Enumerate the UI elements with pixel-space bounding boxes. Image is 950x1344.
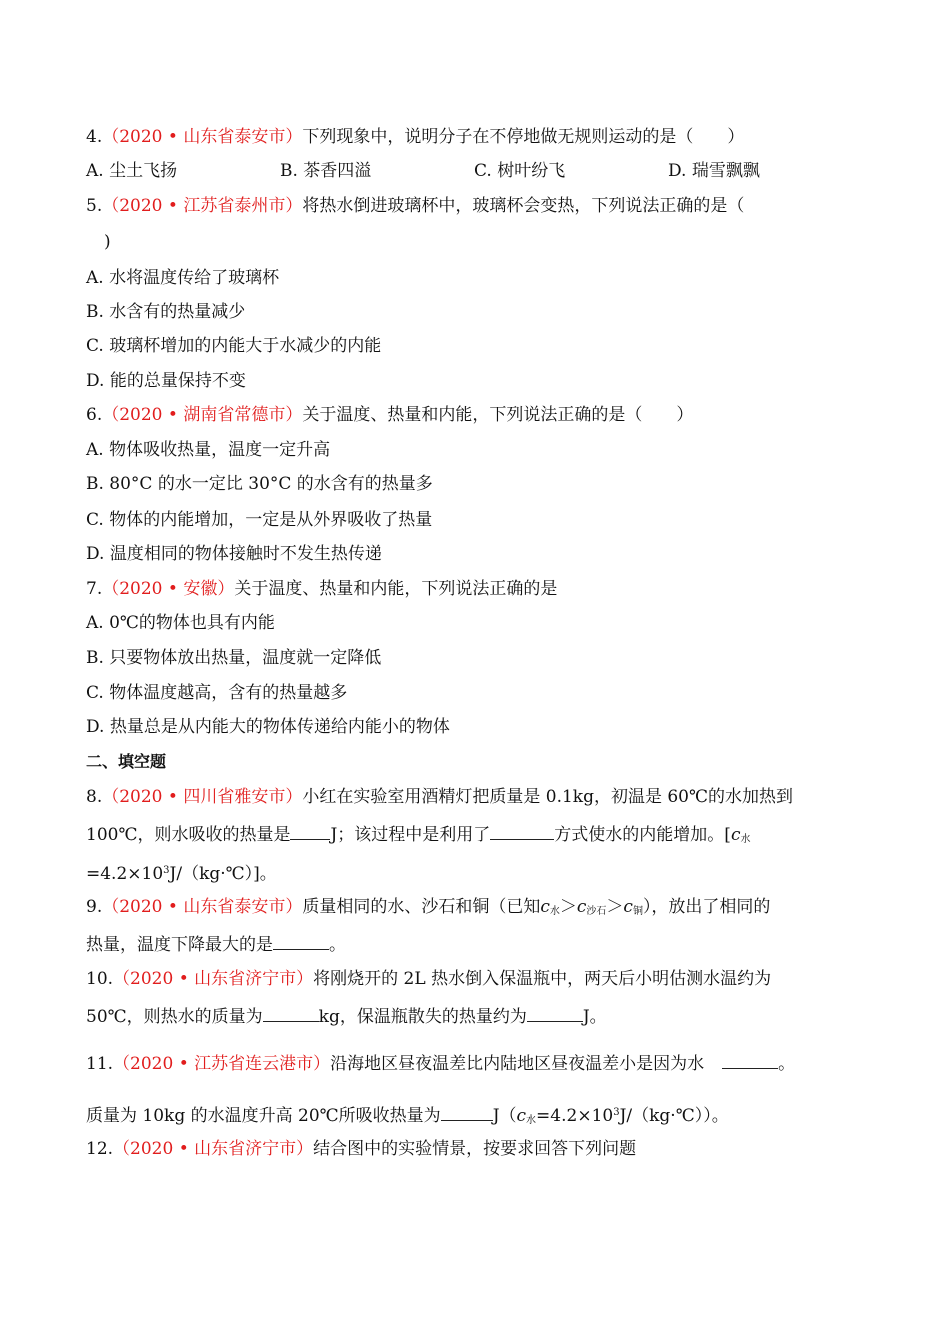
- q9-blank[interactable]: [273, 933, 329, 950]
- q10-text-2c: J。: [582, 1007, 607, 1027]
- q5-stem-line: [86, 195, 744, 217]
- q5-stem: 将热水倒进玻璃杯中，玻璃杯会变热，下列说法正确的是（: [302, 196, 745, 216]
- q8-text-2c: 方式使水的内能增加。[: [554, 825, 731, 845]
- q11-source: （2020 • 江苏省连云港市）: [113, 1054, 331, 1074]
- q4-option-b: B. 茶香四溢: [280, 161, 372, 181]
- q7-number: 7.: [86, 579, 103, 599]
- q8-c-symbol: c: [730, 825, 741, 845]
- q9-gt-2: ＞: [606, 897, 624, 917]
- q8-blank-heat[interactable]: [290, 823, 330, 840]
- q8-blank-method[interactable]: [490, 823, 554, 840]
- q11-line-1: [86, 1052, 795, 1075]
- q10-number: 10.: [86, 969, 114, 989]
- q9-sub-copper: 铜: [632, 906, 643, 917]
- q6-option-a: A. 物体吸收热量，温度一定升高: [86, 440, 331, 460]
- q10-text-2b: kg，保温瓶散失的热量约为: [318, 1007, 527, 1027]
- q11-text-2a: 质量为 10kg 的水温度升高 20℃所吸收热量为: [86, 1106, 441, 1126]
- q10-blank-heat[interactable]: [527, 1005, 583, 1022]
- q8-text-2a: 100℃，则水吸收的热量是: [86, 825, 291, 845]
- q11-blank-heat[interactable]: [441, 1104, 493, 1121]
- q9-number: 9.: [86, 897, 103, 917]
- q9-source: （2020 • 山东省泰安市）: [102, 897, 303, 917]
- q4-stem: 下列现象中，说明分子在不停地做无规则运动的是（ ）: [302, 127, 745, 147]
- q8-source: （2020 • 四川省雅安市）: [102, 787, 303, 807]
- q11-exponent: 3: [613, 1107, 620, 1118]
- q9-text-1a: 质量相同的水、沙石和铜（已知: [302, 897, 541, 917]
- q9-c-symbol-2: c: [576, 897, 587, 917]
- q9-line-1: [86, 896, 770, 923]
- q12-number: 12.: [86, 1139, 114, 1159]
- q10-blank-mass[interactable]: [263, 1005, 319, 1022]
- q7-stem: 关于温度、热量和内能，下列说法正确的是: [234, 579, 558, 599]
- q8-text-3a: =4.2×10: [86, 864, 164, 884]
- q4-stem-line: [86, 126, 744, 148]
- q5-stem-cont: ): [104, 232, 111, 252]
- q7-option-c: C. 物体温度越高，含有的热量越多: [86, 683, 348, 703]
- q11-text-1a: 沿海地区昼夜温差比内陆地区昼夜温差小是因为水: [330, 1054, 705, 1074]
- q12-source: （2020 • 山东省济宁市）: [113, 1139, 314, 1159]
- q8-line-3: [86, 860, 277, 885]
- q4-source: （2020 • 山东省泰安市）: [102, 127, 303, 147]
- section-heading-fill-in: 二、填空题: [86, 752, 167, 771]
- q5-option-d: D. 能的总量保持不变: [86, 371, 246, 391]
- q4-option-a: A. 尘土飞扬: [86, 161, 178, 181]
- q11-number: 11.: [86, 1054, 114, 1074]
- q7-option-b: B. 只要物体放出热量，温度就一定降低: [86, 648, 382, 668]
- q11-text-2d: J/（kg·℃））。: [619, 1106, 729, 1126]
- q7-option-a: A. 0℃的物体也具有内能: [86, 613, 275, 633]
- q4-option-c: C. 树叶纷飞: [474, 161, 566, 181]
- q11-text-2b: J（: [492, 1106, 517, 1126]
- q8-c-subscript: 水: [740, 834, 751, 845]
- q7-stem-line: [86, 578, 557, 600]
- q10-line-1: [86, 968, 771, 990]
- q11-text-1b: 。: [778, 1054, 796, 1074]
- q5-source: （2020 • 江苏省泰州市）: [102, 196, 303, 216]
- q12-stem-line: [86, 1138, 636, 1160]
- q5-option-b: B. 水含有的热量减少: [86, 302, 246, 322]
- q5-option-a: A. 水将温度传给了玻璃杯: [86, 268, 280, 288]
- q11-c-symbol: c: [516, 1106, 527, 1126]
- q6-stem: 关于温度、热量和内能，下列说法正确的是（ ）: [302, 405, 694, 425]
- q10-source: （2020 • 山东省济宁市）: [113, 969, 314, 989]
- q6-option-d: D. 温度相同的物体接触时不发生热传递: [86, 544, 382, 564]
- q11-c-subscript: 水: [526, 1115, 537, 1126]
- q8-text-2b: J；该过程中是利用了: [330, 825, 491, 845]
- q5-option-c: C. 玻璃杯增加的内能大于水减少的内能: [86, 336, 382, 356]
- q7-source: （2020 • 安徽）: [102, 579, 235, 599]
- q11-line-2: [86, 1102, 729, 1132]
- q8-exponent: 3: [163, 865, 170, 876]
- q8-line-1: [86, 786, 793, 808]
- q5-number: 5.: [86, 196, 103, 216]
- q9-text-1b: ），放出了相同的: [642, 897, 771, 917]
- q10-line-2: [86, 1005, 607, 1028]
- q8-text-3b: J/（kg·℃）]。: [169, 864, 277, 884]
- q11-blank-reason[interactable]: [722, 1052, 778, 1069]
- q9-gt-1: ＞: [559, 897, 577, 917]
- q9-text-2a: 热量，温度下降最大的是: [86, 935, 273, 955]
- q9-sub-water: 水: [549, 906, 560, 917]
- q6-number: 6.: [86, 405, 103, 425]
- q9-c-symbol-3: c: [623, 897, 633, 917]
- q7-option-d: D. 热量总是从内能大的物体传递给内能小的物体: [86, 717, 450, 737]
- q11-text-2c: =4.2×10: [536, 1106, 614, 1126]
- q10-text-2a: 50℃，则热水的质量为: [86, 1007, 263, 1027]
- q10-text-1: 将刚烧开的 2L 热水倒入保温瓶中，两天后小明估测水温约为: [313, 969, 772, 989]
- q6-option-c: C. 物体的内能增加，一定是从外界吸收了热量: [86, 510, 433, 530]
- q9-sub-sand: 沙石: [586, 906, 607, 917]
- q8-text-1: 小红在实验室用酒精灯把质量是 0.1kg，初温是 60℃的水加热到: [302, 787, 794, 807]
- q8-number: 8.: [86, 787, 103, 807]
- q9-line-2: [86, 933, 346, 956]
- q6-option-b: B. 80°C 的水一定比 30°C 的水含有的热量多: [86, 474, 433, 494]
- q6-source: （2020 • 湖南省常德市）: [102, 405, 303, 425]
- q12-stem: 结合图中的实验情景，按要求回答下列问题: [313, 1139, 637, 1159]
- q9-text-2b: 。: [329, 935, 346, 955]
- q4-option-d: D. 瑞雪飘飘: [668, 161, 760, 181]
- q8-line-2: [86, 823, 750, 851]
- q9-c-symbol-1: c: [540, 897, 550, 917]
- q4-number: 4.: [86, 127, 103, 147]
- q6-stem-line: [86, 404, 693, 426]
